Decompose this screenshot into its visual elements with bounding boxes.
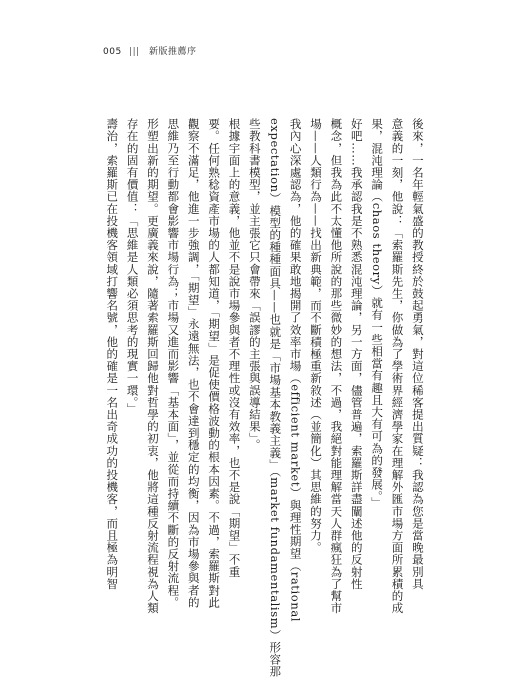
text-column: 概念，但我為此不太懂他所說的那些微妙的想法，不過，我絕對能理解當天人群瘋狂為了幫市 — [329, 118, 344, 615]
text-column: 場——人類行為——找出新典範，而不斷積極重新敘述（並簡化）其思維的努力。 — [308, 118, 323, 554]
text-column: 思維乃至行動都會影響市場行為；市場又進而影響「基本面」，並從而持續不斷的反射流程。 — [166, 118, 181, 609]
running-header — [103, 44, 197, 57]
text-column: 形塑出新的期望。更廣義來說，隨著索羅斯回歸他對哲學的初衷，他將這種反射流程視為人類 — [145, 118, 160, 615]
text-column: 果，混沌理論（chaos theory）就有一些相當有趣且大有可為的發展。」 — [370, 118, 385, 509]
text-column: expectation）模型的種種面具——也就是「市場基本教義主義」（market fundamentalism）形容那 — [268, 118, 283, 678]
page-number: 005 — [103, 47, 122, 57]
text-column: 我內心深處認為，他的確果敢地揭開了效率市場（efficient market）與理性期望（rational — [288, 118, 303, 623]
text-column: 觀察不滿足，他進一步強調，「期望」永遠無法，也不會達到穩定的均衡，因為市場參與者的 — [186, 118, 201, 609]
header-divider: ||| — [129, 47, 140, 57]
running-title: 新版推薦序 — [149, 47, 197, 57]
text-column: 後來，一名年輕氣盛的教授終於鼓起勇氣，對這位稀客提出質疑：我認為您是當晚最別具 — [410, 118, 425, 590]
text-column: 根據宇面上的意義，他並不是說市場參與者不理性或沒有效率，也不是說「期望」不重 — [227, 118, 242, 578]
text-column: 意義的一刻，他說：「索羅斯先生，你做為了學術界經濟學家在理解外匯市場方面所累積的成 — [390, 118, 405, 615]
text-column: 存在的固有價值：「思維是人類必須思考的現實一環。」 — [125, 118, 140, 415]
text-column: 要。任何熟稔資產市場的人都知道，「期望」是促使價格波動的根本因素。不過，索羅斯對此 — [207, 118, 222, 609]
body-text — [102, 118, 428, 678]
text-column: 些教科書模型，並主張它只會帶來「誤謬的主張與誤導結果」。 — [247, 118, 262, 452]
text-column: 壽治，索羅斯已在投機客領域打響名號，他的確是一名出奇成功的投機客，而且極為明智 — [105, 118, 120, 590]
text-column: 好吧……我承認我是不熟悉混沌理論，另一方面，儘管普遍，索羅斯詳盡闡述他的反射性 — [349, 118, 364, 590]
